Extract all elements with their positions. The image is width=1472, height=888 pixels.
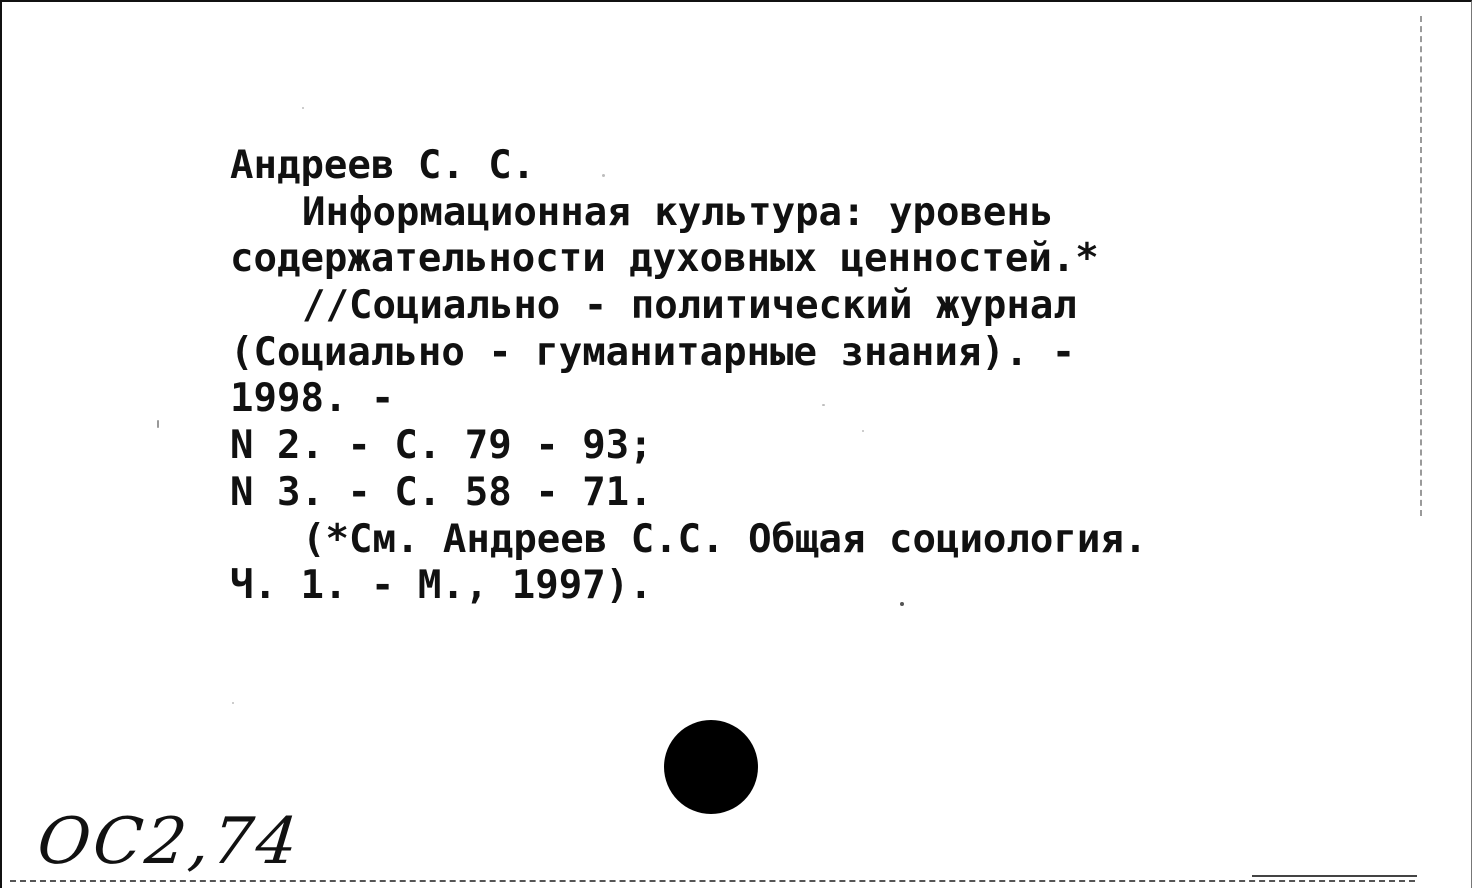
card-punch-hole [664, 720, 758, 814]
title-line: Информационная культура: уровень [302, 189, 1054, 235]
source-line: //Социально - политический журнал [302, 283, 1077, 329]
scan-speck [157, 420, 159, 428]
scan-speck [232, 702, 234, 704]
bibliographic-entry [230, 143, 1147, 610]
title-line: содержательности духовных ценностей.* [230, 236, 1099, 282]
scan-speck [302, 107, 304, 109]
note-line: Ч. 1. - М., 1997). [230, 563, 653, 609]
year-line: 1998. - [230, 376, 395, 422]
note-line: (*См. Андреев С.С. Общая социология. [302, 516, 1148, 562]
handwritten-call-number: ОС2,74 [34, 805, 304, 879]
card-bottom-dashes [10, 880, 1415, 882]
card-bottom-rule [1252, 875, 1417, 877]
source-line: (Социально - гуманитарные знания). - [230, 329, 1076, 375]
card-edge-dashes [1420, 16, 1422, 516]
author-line: Андреев С. С. [230, 143, 536, 188]
issue-line: N 3. - С. 58 - 71. [230, 469, 653, 515]
issue-line: N 2. - С. 79 - 93; [230, 423, 653, 469]
